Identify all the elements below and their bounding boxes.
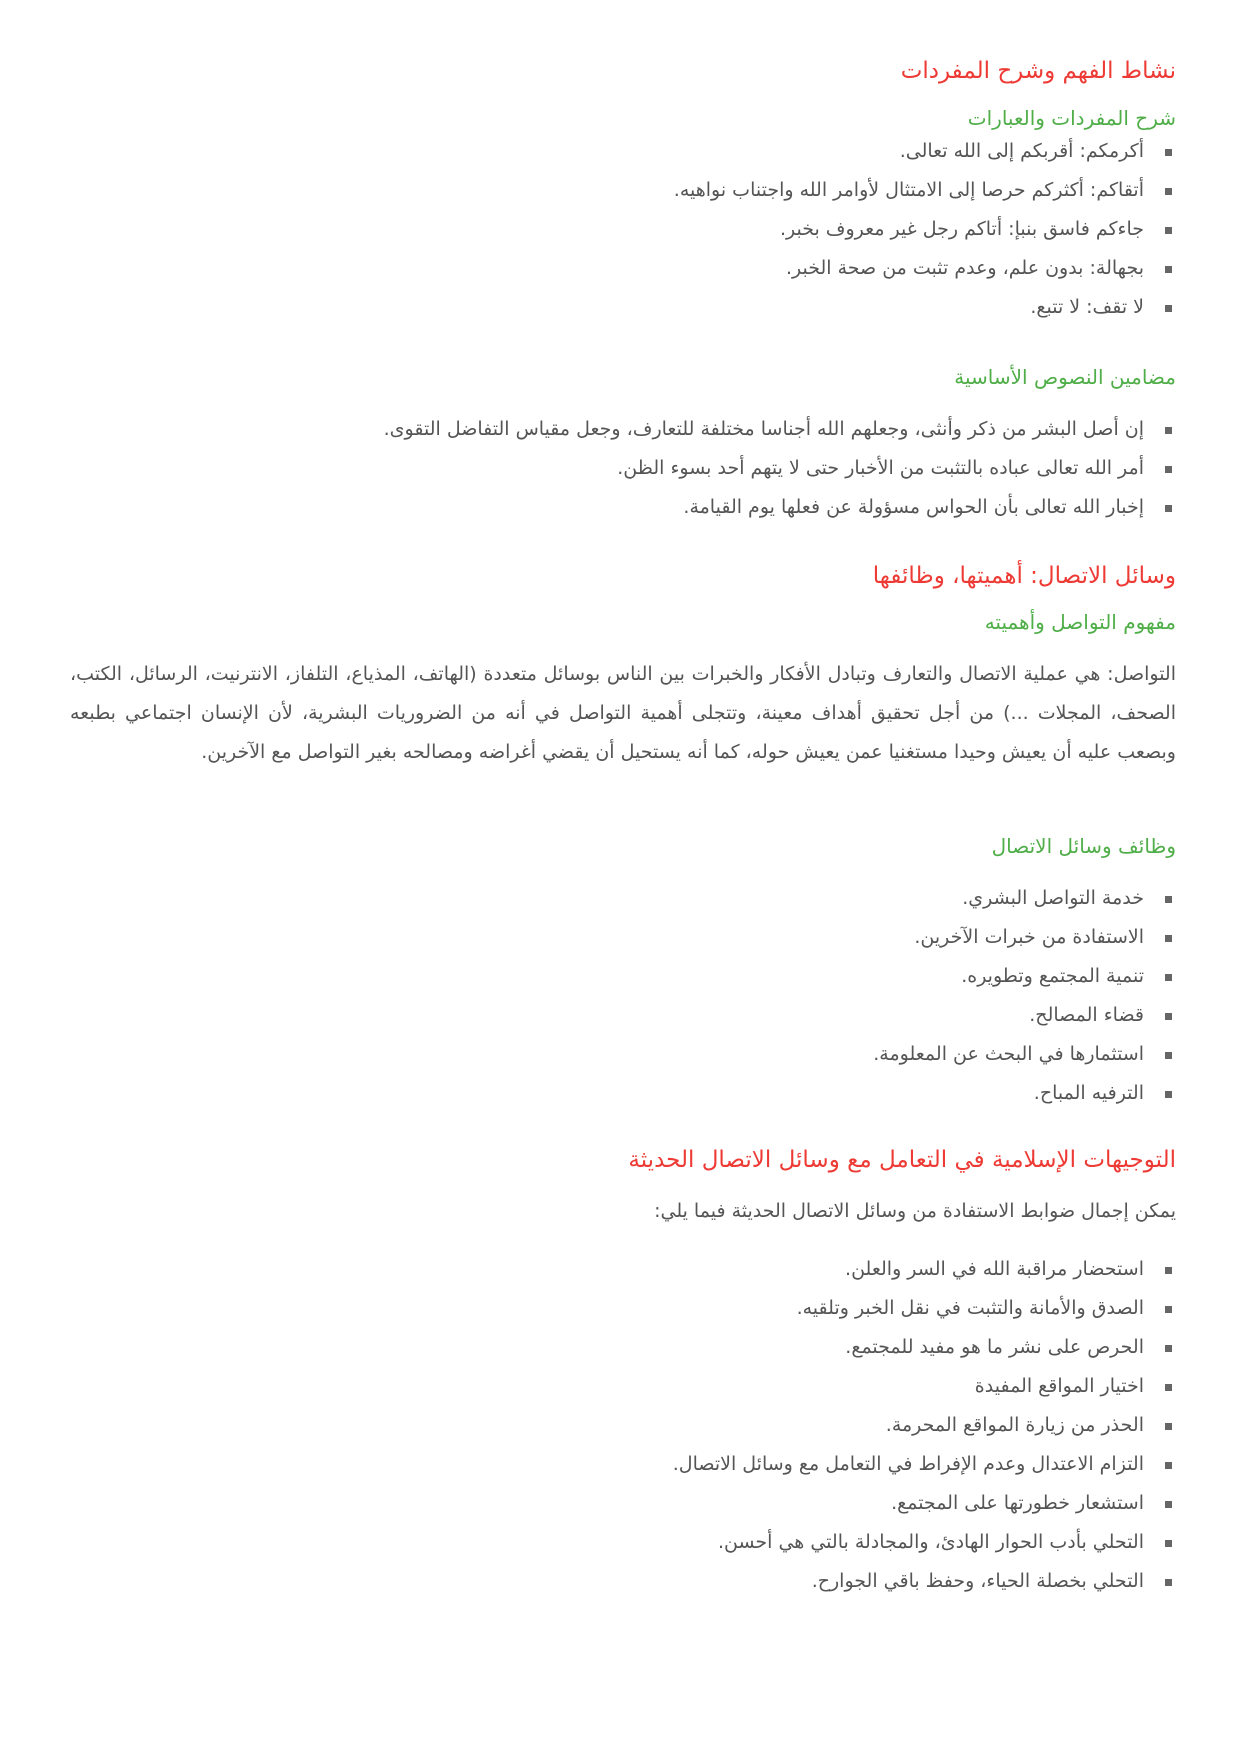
section-title-comprehension: نشاط الفهم وشرح المفردات — [900, 58, 1176, 84]
list-item: التزام الاعتدال وعدم الإفراط في التعامل مع وسائل الاتصال. — [70, 1445, 1176, 1484]
list-item: التحلي بأدب الحوار الهادئ، والمجادلة بالتي هي أحسن. — [70, 1523, 1176, 1562]
list-item: لا تقف: لا تتبع. — [70, 288, 1176, 327]
section-title-communication: وسائل الاتصال: أهميتها، وظائفها — [872, 563, 1176, 589]
list-item: خدمة التواصل البشري. — [70, 879, 1176, 918]
section-title-islamic-guidelines: التوجيهات الإسلامية في التعامل مع وسائل الاتصال الحديثة — [628, 1147, 1176, 1173]
list-item: الاستفادة من خبرات الآخرين. — [70, 918, 1176, 957]
list-item: استثمارها في البحث عن المعلومة. — [70, 1035, 1176, 1074]
contents-list — [70, 410, 1176, 527]
subsection-title-functions: وظائف وسائل الاتصال — [991, 834, 1176, 858]
subsection-title-contents: مضامين النصوص الأساسية — [954, 365, 1176, 389]
list-item: الصدق والأمانة والتثبت في نقل الخبر وتلقيه. — [70, 1289, 1176, 1328]
list-item: جاءكم فاسق بنبإ: أتاكم رجل غير معروف بخبر. — [70, 210, 1176, 249]
list-item: إن أصل البشر من ذكر وأنثى، وجعلهم الله أجناسا مختلفة للتعارف، وجعل مقياس التفاضل التقوى. — [70, 410, 1176, 449]
list-item: بجهالة: بدون علم، وعدم تثبت من صحة الخبر. — [70, 249, 1176, 288]
list-item: الترفيه المباح. — [70, 1074, 1176, 1113]
list-item: أكرمكم: أقربكم إلى الله تعالى. — [70, 132, 1176, 171]
document-page — [70, 0, 1176, 1754]
concept-paragraph: التواصل: هي عملية الاتصال والتعارف وتبادل الأفكار والخبرات بين الناس بوسائل متعددة (الهاتف، المذياع، التلفاز، الانترنيت، الرسائل، الكتب، الصحف، المجلات ...) من أجل تحقيق أهداف معينة، وتتجلى أهمية التواصل في أنه من الضروريات البشرية، لأن الإنسان اجتماعي بطبعه وبصعب عليه أن يعيش وحيدا مستغنيا عمن يعيش حوله، كما أنه يستحيل أن يقضي أغراضه ومصالحه بغير التواصل مع الآخرين. — [70, 663, 1176, 763]
list-item: اختيار المواقع المفيدة — [70, 1367, 1176, 1406]
list-item: التحلي بخصلة الحياء، وحفظ باقي الجوارح. — [70, 1562, 1176, 1601]
guidelines-list — [70, 1250, 1176, 1601]
list-item: الحذر من زيارة المواقع المحرمة. — [70, 1406, 1176, 1445]
list-item: أمر الله تعالى عباده بالتثبت من الأخبار حتى لا يتهم أحد بسوء الظن. — [70, 449, 1176, 488]
list-item: الحرص على نشر ما هو مفيد للمجتمع. — [70, 1328, 1176, 1367]
list-item: تنمية المجتمع وتطويره. — [70, 957, 1176, 996]
functions-list — [70, 879, 1176, 1113]
list-item: استحضار مراقبة الله في السر والعلن. — [70, 1250, 1176, 1289]
subsection-title-concept: مفهوم التواصل وأهميته — [984, 610, 1176, 634]
list-item: إخبار الله تعالى بأن الحواس مسؤولة عن فعلها يوم القيامة. — [70, 488, 1176, 527]
subsection-title-vocabulary: شرح المفردات والعبارات — [967, 106, 1176, 130]
guidelines-intro: يمكن إجمال ضوابط الاستفادة من وسائل الاتصال الحديثة فيما يلي: — [654, 1200, 1176, 1222]
vocabulary-list — [70, 132, 1176, 327]
list-item: أتقاكم: أكثركم حرصا إلى الامتثال لأوامر الله واجتناب نواهيه. — [70, 171, 1176, 210]
list-item: استشعار خطورتها على المجتمع. — [70, 1484, 1176, 1523]
list-item: قضاء المصالح. — [70, 996, 1176, 1035]
